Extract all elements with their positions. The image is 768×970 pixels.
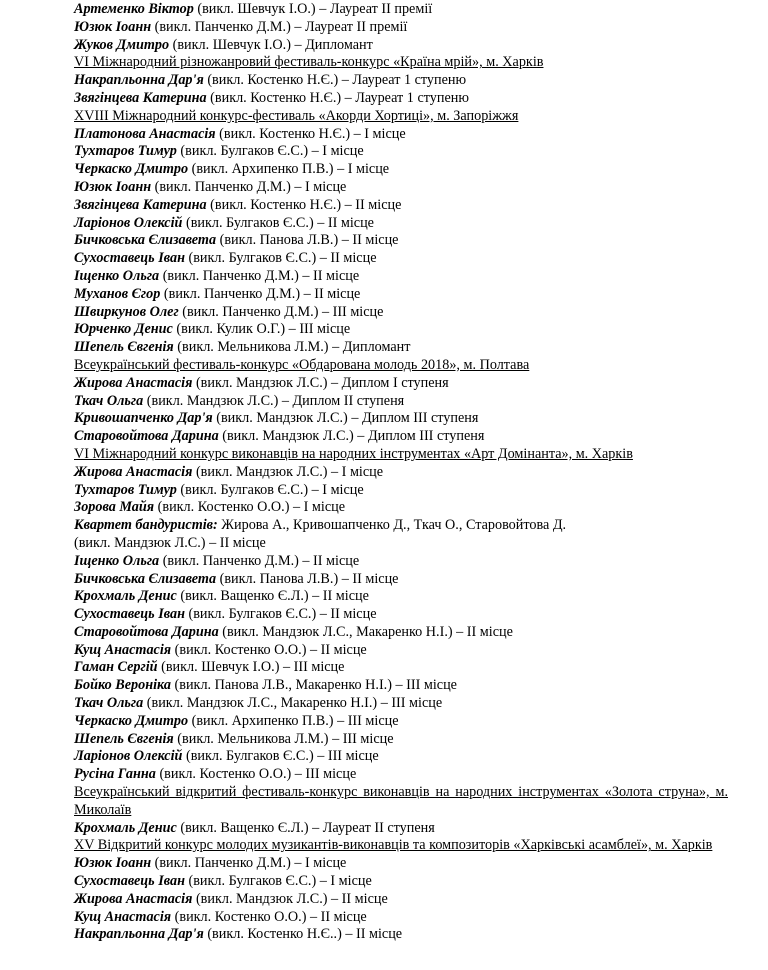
participant-name: Іщенко Ольга <box>74 267 160 284</box>
award-entry <box>74 143 728 161</box>
award-entry <box>74 126 728 144</box>
award-details: (викл. Мельникова Л.М.) – Дипломант <box>173 339 411 356</box>
award-details: (викл. Панова Л.В.) – ІІ місце <box>216 570 399 587</box>
participant-name: Швиркунов Олег <box>74 303 179 320</box>
participant-name: Черкаско Дмитро <box>74 712 189 729</box>
award-details: (викл. Костенко О.О.) – ІІ місце <box>171 908 367 925</box>
participant-name: Тухтаров Тимур <box>74 143 177 160</box>
participant-name: Русіна Ганна <box>74 766 156 783</box>
award-entry <box>74 339 728 357</box>
participant-name: Тухтаров Тимур <box>74 481 177 498</box>
participant-name: Жуков Дмитро <box>74 36 170 53</box>
award-entry <box>74 1 728 19</box>
award-entry <box>74 624 728 642</box>
award-entry <box>74 677 728 695</box>
award-details: (викл. Панченко Д.М.) – ІІ місце <box>159 267 360 284</box>
award-details: (викл. Булгаков Є.С.) – ІІІ місце <box>182 748 379 765</box>
award-details: (викл. Мандзюк Л.С.) – ІІ місце <box>192 890 388 907</box>
award-entry <box>74 659 728 677</box>
award-details: (викл. Панченко Д.М.) – ІІ місце <box>160 285 361 302</box>
participant-name: Сухоставець Іван <box>74 873 185 890</box>
award-entry <box>74 215 728 233</box>
award-details: (викл. Костенко Н.Є.) – Лауреат 1 ступеню <box>203 72 467 89</box>
award-details: (викл. Панова Л.В.) – ІІ місце <box>216 232 399 249</box>
award-entry <box>74 606 728 624</box>
participant-name: Бойко Вероніка <box>74 677 171 694</box>
participant-name: Юзюк Іоанн <box>74 18 152 35</box>
award-details: (викл. Костенко О.О.) – ІІ місце <box>171 641 367 658</box>
participant-name: Артеменко Віктор <box>74 1 194 17</box>
award-entry <box>74 482 728 500</box>
participant-name: Накрапльонна Дар'я <box>74 926 204 943</box>
participant-name: Зорова Майя <box>74 499 155 516</box>
participant-name: Сухоставець Іван <box>74 606 185 623</box>
participant-name: Гаман Сергій <box>74 659 158 676</box>
participant-name: Кривошапченко Дар'я <box>74 410 213 427</box>
award-entry <box>74 161 728 179</box>
award-details: (викл. Кулик О.Г.) – ІІІ місце <box>172 321 351 338</box>
award-details: (викл. Панченко Д.М.) – Лауреат ІІ премії <box>151 18 408 35</box>
award-entry <box>74 250 728 268</box>
award-entry <box>74 393 728 411</box>
participant-name: Юрченко Денис <box>74 321 173 338</box>
award-entry <box>74 232 728 250</box>
award-entry <box>74 179 728 197</box>
participant-name: Крохмаль Денис <box>74 819 177 836</box>
award-details: (викл. Панченко Д.М.) – ІІ місце <box>159 552 360 569</box>
award-entry <box>74 304 728 322</box>
award-details: (викл. Архипенко П.В.) – І місце <box>188 161 390 178</box>
award-entry <box>74 268 728 286</box>
award-details: (викл. Костенко Н.Є.) – Лауреат 1 ступеню <box>206 89 469 106</box>
award-entry <box>74 695 728 713</box>
participant-name: Старовойтова Дарина <box>74 623 219 640</box>
participant-name: Жирова Анастасія <box>74 374 193 391</box>
participant-name: Жирова Анастасія <box>74 463 193 480</box>
participant-name: Кущ Анастасія <box>74 641 172 658</box>
award-details: (викл. Мандзюк Л.С.) – І місце <box>192 463 384 480</box>
award-entry <box>74 410 728 428</box>
award-details: (викл. Булгаков Є.С.) – І місце <box>176 143 364 160</box>
award-details: (викл. Шевчук І.О.) – Дипломант <box>169 36 373 53</box>
award-entry <box>74 375 728 393</box>
participant-name: Бичковська Єлизавета <box>74 232 217 249</box>
award-details: (викл. Архипенко П.В.) – ІІІ місце <box>188 712 399 729</box>
award-details: (викл. Мандзюк Л.С.) – Диплом ІІІ ступеня <box>212 410 479 427</box>
participant-name: Звягінцева Катерина <box>74 89 207 106</box>
award-details: (викл. Мандзюк Л.С.) – Диплом ІІ ступеня <box>143 392 405 409</box>
participant-name: Бичковська Єлизавета <box>74 570 217 587</box>
award-details: (викл. Ващенко Є.Л.) – Лауреат ІІ ступеня <box>176 819 435 836</box>
award-details: (викл. Панова Л.В., Макаренко Н.І.) – ІІІ місце <box>170 677 457 694</box>
award-entry <box>74 820 728 838</box>
award-entry <box>74 428 728 446</box>
award-entry <box>74 90 728 108</box>
award-entry <box>74 855 728 873</box>
participant-name: Платонова Анастасія <box>74 125 216 142</box>
participant-name: Крохмаль Денис <box>74 588 177 605</box>
award-entry <box>74 873 728 891</box>
award-details: (викл. Мандзюк Л.С.) – Диплом І ступеня <box>192 374 449 391</box>
award-details: (викл. Булгаков Є.С.) – ІІ місце <box>182 214 374 231</box>
award-entry <box>74 588 728 606</box>
competition-heading: VI Міжнародний різножанровий фестиваль-конкурс «Країна мрій», м. Харків <box>74 54 544 71</box>
participant-name: Ларіонов Олексій <box>74 214 183 231</box>
participant-name: Звягінцева Катерина <box>74 196 207 213</box>
competition-heading: Всеукраїнський відкритий фестиваль-конкурс виконавців на народних інструментах «Золота струна», м. Миколаїв <box>74 784 728 818</box>
award-details: (викл. Костенко О.О.) – І місце <box>154 499 346 516</box>
award-entry <box>74 766 728 784</box>
participant-name: Сухоставець Іван <box>74 250 185 267</box>
award-entry <box>74 909 728 927</box>
participant-name: Жирова Анастасія <box>74 890 193 907</box>
award-entry <box>74 553 728 571</box>
award-details: (викл. Костенко Н.Є..) – ІІ місце <box>203 926 403 943</box>
entry-continuation: (викл. Мандзюк Л.С.) – ІІ місце <box>74 534 266 551</box>
competition-heading: Всеукраїнський фестиваль-конкурс «Обдарована молодь 2018», м. Полтава <box>74 356 530 373</box>
participant-name: Юзюк Іоанн <box>74 855 152 872</box>
participant-name: Накрапльонна Дар'я <box>74 72 204 89</box>
award-details: (викл. Булгаков Є.С.) – І місце <box>176 481 364 498</box>
award-details: Жирова А., Кривошапченко Д., Ткач О., Старовойтова Д. <box>217 517 567 534</box>
award-entry <box>74 19 728 37</box>
award-details: (викл. Шевчук І.О.) – ІІІ місце <box>157 659 345 676</box>
award-details: (викл. Панченко Д.М.) – ІІІ місце <box>178 303 384 320</box>
award-entry <box>74 286 728 304</box>
award-details: (викл. Булгаков Є.С.) – ІІ місце <box>184 606 377 623</box>
award-details: (викл. Панченко Д.М.) – І місце <box>151 855 347 872</box>
participant-name: Муханов Єгор <box>74 285 161 302</box>
participant-name: Ткач Ольга <box>74 392 144 409</box>
award-entry <box>74 926 728 944</box>
award-entry <box>74 642 728 660</box>
award-details: (викл. Панченко Д.М.) – І місце <box>151 178 347 195</box>
award-entry <box>74 748 728 766</box>
participant-name: Юзюк Іоанн <box>74 178 152 195</box>
award-details: (викл. Мандзюк Л.С., Макаренко Н.І.) – ІІІ місце <box>143 695 443 712</box>
award-details: (викл. Костенко Н.Є.) – І місце <box>215 125 406 142</box>
participant-name: Шепель Євгенія <box>74 730 174 747</box>
competition-heading: VI Міжнародний конкурс виконавців на народних інструментах «Арт Домінанта», м. Харків <box>74 445 633 462</box>
participant-name: Старовойтова Дарина <box>74 428 219 445</box>
award-entry <box>74 517 728 535</box>
competition-heading: XV Відкритий конкурс молодих музикантів-виконавців та композиторів «Харківські асамблеї», м. Харків <box>74 837 713 854</box>
award-entry <box>74 37 728 55</box>
award-details: (викл. Булгаков Є.С.) – І місце <box>184 873 372 890</box>
award-details: (викл. Шевчук І.О.) – Лауреат ІІ премії <box>193 1 433 17</box>
participant-name: Ларіонов Олексій <box>74 748 183 765</box>
competition-heading: XVIII Міжнародний конкурс-фестиваль «Акорди Хортиці», м. Запоріжжя <box>74 107 519 124</box>
award-details: (викл. Мандзюк Л.С.) – Диплом ІІІ ступеня <box>218 428 485 445</box>
participant-name: Шепель Євгенія <box>74 339 174 356</box>
award-details: (викл. Мандзюк Л.С., Макаренко Н.І.) – ІІ місце <box>218 623 513 640</box>
award-entry <box>74 731 728 749</box>
award-details: (викл. Ващенко Є.Л.) – ІІ місце <box>176 588 369 605</box>
participant-name: Черкаско Дмитро <box>74 161 189 178</box>
award-entry <box>74 713 728 731</box>
participant-name: Кущ Анастасія <box>74 908 172 925</box>
participant-name: Квартет бандуристів: <box>74 517 218 534</box>
participant-name: Іщенко Ольга <box>74 552 160 569</box>
award-entry <box>74 321 728 339</box>
award-details: (викл. Булгаков Є.С.) – ІІ місце <box>184 250 377 267</box>
award-entry <box>74 464 728 482</box>
award-entry <box>74 499 728 517</box>
award-entry <box>74 571 728 589</box>
award-details: (викл. Костенко О.О.) – ІІІ місце <box>155 766 357 783</box>
award-details: (викл. Костенко Н.Є.) – ІІ місце <box>206 196 402 213</box>
award-entry <box>74 197 728 215</box>
award-entry <box>74 891 728 909</box>
award-details: (викл. Мельникова Л.М.) – ІІІ місце <box>173 730 394 747</box>
award-entry <box>74 72 728 90</box>
participant-name: Ткач Ольга <box>74 695 144 712</box>
